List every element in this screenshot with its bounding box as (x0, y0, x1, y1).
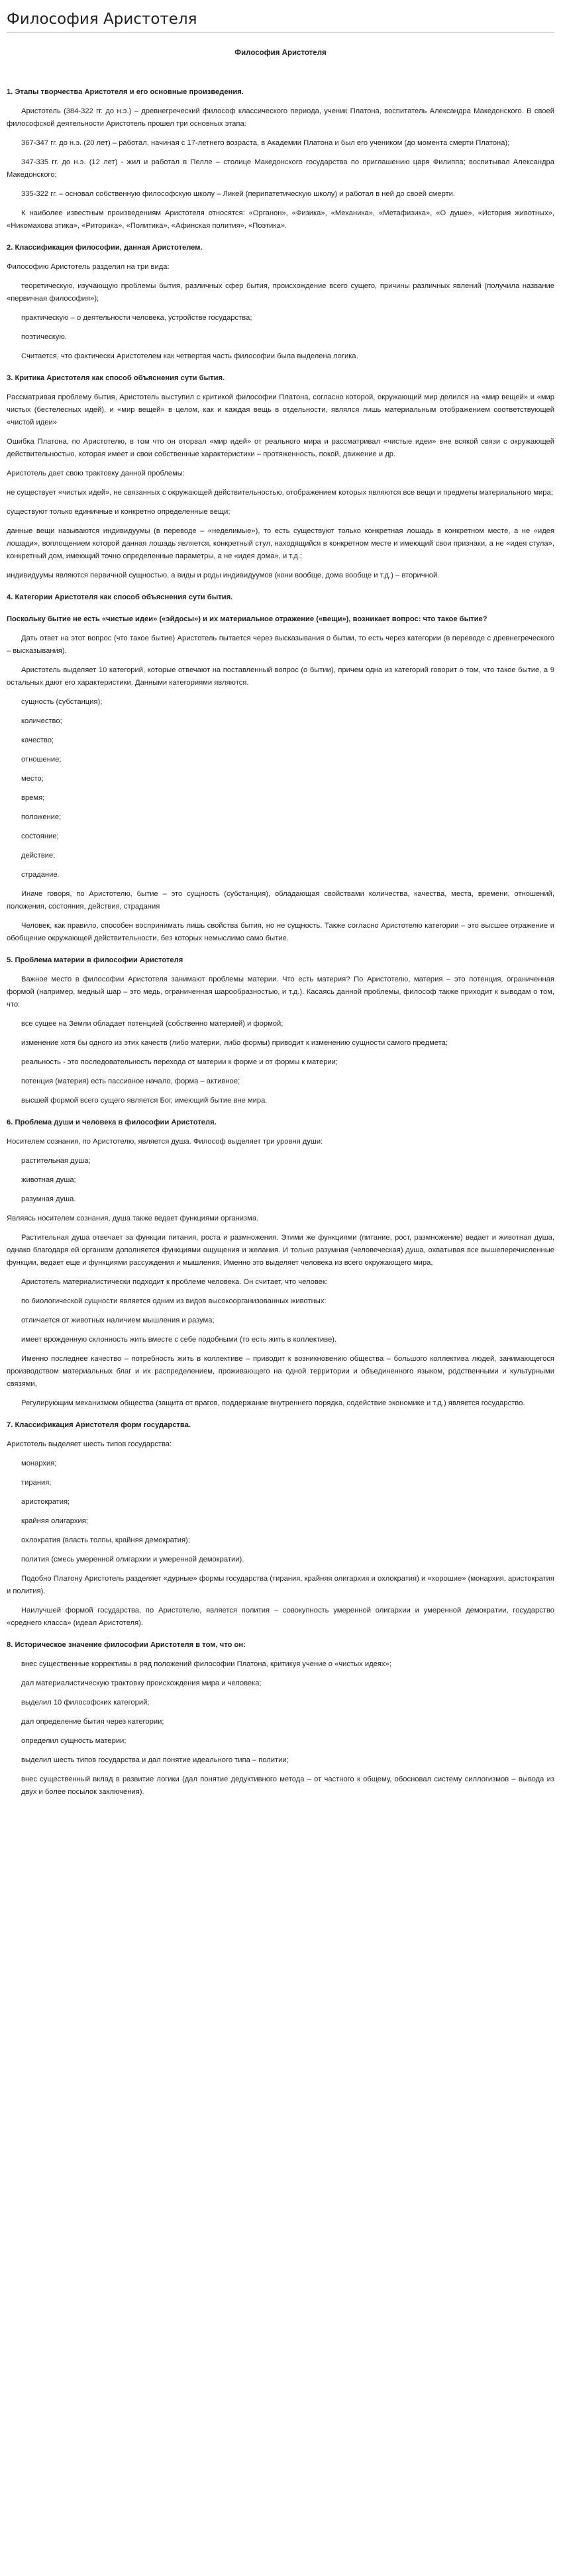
paragraph: охлократия (власть толпы, крайняя демократия); (21, 1536, 190, 1544)
paragraph: Носителем сознания, по Аристотелю, является душа. Философ выделяет три уровня души: (7, 1138, 323, 1146)
paragraph: определил сущность материи; (21, 1737, 127, 1745)
paragraph: Регулирующим механизмом общества (защита от врагов, поддержание внутреннего порядка, содействие экономике и т.д.) является государство. (21, 1399, 525, 1407)
paragraph: по биологической сущности является одним из видов высокоорганизованных животных: (21, 1297, 327, 1305)
section-heading: Поскольку бытие не есть «чистые идеи» («эйдосы») и их материальное отражение («вещи»), возникает вопрос: что такое бытие? (7, 615, 487, 623)
paragraph: Аристотель (384-322 гг. до н.э.) – древнегреческий философ классического периода, ученик Платона, воспитатель Александра Македонского. В своей философской деятельности Аристотель прошел три основных этапа: (7, 107, 554, 128)
paragraph: 367-347 гг. до н.э. (20 лет) – работал, начиная с 17-летнего возраста, в Академии Платона и был его учеником (до момента смерти Платона); (21, 139, 510, 147)
paragraph: положение; (21, 813, 62, 821)
document-title: Философия Аристотеля (234, 49, 327, 57)
paragraph: теоретическую, изучающую проблемы бытия, различных сфер бытия, происхождение всего сущего, причины различных явлений (получила название «первичная философия»); (7, 282, 554, 303)
paragraph: Важное место в философии Аристотеля занимают проблемы материи. Что есть материя? По Аристотелю, материя – это потенция, ограниченная формой (например, медный шар – это медь, ограниченная шарообразностью, и т.д.). Касаясь данной проблемы, философ также приходит к выводам о том, что: (7, 975, 554, 1009)
paragraph: выделил шесть типов государства и дал понятие идеального типа – политии; (21, 1756, 289, 1764)
paragraph: Аристотель выделяет 10 категорий, которые отвечают на поставленный вопрос (о бытии), причем одна из категорий говорит о том, что такое бытие, а 9 остальных дают его характеристики. Данными категориями являются. (7, 666, 554, 687)
document-body (7, 47, 554, 1799)
paragraph: монархия; (21, 1460, 57, 1467)
paragraph: состояние; (21, 832, 59, 840)
paragraph: выделил 10 философских категорий; (21, 1699, 150, 1707)
paragraph: действие; (21, 852, 56, 860)
paragraph: Аристотель выделяет шесть типов государства: (7, 1440, 172, 1448)
paragraph: индивидуумы являются первичной сущностью, а виды и роды индивидуумов (кони вообще, дома вообще и т.д.) – вторичной. (7, 571, 440, 579)
paragraph: имеет врожденную склонность жить вместе с себе подобными (то есть жить в коллективе). (21, 1336, 337, 1344)
paragraph: все сущее на Земли обладает потенцией (собственно материей) и формой; (21, 1020, 283, 1028)
paragraph: потенция (материя) есть пассивное начало, форма – активное; (21, 1077, 240, 1085)
paragraph: Являясь носителем сознания, душа также ведает функциями организма. (7, 1214, 259, 1222)
document-content (7, 86, 554, 1799)
paragraph: Считается, что фактически Аристотелем как четвертая часть философии была выделена логика. (21, 352, 358, 360)
paragraph: данные вещи называются индивидуумы (в переводе – «неделимые»), то есть существуют только конкретная лошадь в конкретном месте, а не «идея лошади», воплощением которой данная лошадь является, конкретный стул, находящийся в конкретном месте и имеющий свои признаки, а не «идея стула», конкретный дом, имеющий точно определенные параметры, а не «идея дома», и т.д.; (7, 527, 554, 560)
paragraph: внес существенный вклад в развитие логики (дал понятие дедуктивного метода – от частного к общему, обосновал систему силлогизмов – вывода из двух и более посылок заключения). (21, 1775, 554, 1796)
paragraph: Философию Аристотель разделил на три вида: (7, 263, 170, 271)
paragraph: поэтическую. (21, 333, 67, 341)
section-heading: 6. Проблема души и человека в философии Аристотеля. (7, 1118, 217, 1126)
section-heading: 2. Классификация философии, данная Аристотелем. (7, 244, 203, 252)
paragraph: Дать ответ на этот вопрос (что такое бытие) Аристотель пытается через высказывания о бытии, то есть через категории (в переводе с древнегреческого – высказывания). (7, 634, 554, 655)
section-heading: 3. Критика Аристотеля как способ объяснения сути бытия. (7, 374, 225, 382)
section-heading: 1. Этапы творчества Аристотеля и его основные произведения. (7, 88, 244, 96)
paragraph: Ошибка Платона, по Аристотелю, в том что он оторвал «мир идей» от реального мира и рассматривал «чистые идеи» вне всякой связи с окружающей действительностью, которая имеет и свои собственные характеристики – протяженность, покой, движение и др. (7, 438, 554, 458)
paragraph: внес существенные коррективы в ряд положений философии Платона, критикуя учение о «чистых идеях»; (21, 1660, 391, 1668)
paragraph: отношение; (21, 756, 62, 764)
paragraph: животная душа; (21, 1176, 76, 1184)
paragraph: тирания; (21, 1479, 52, 1487)
paragraph: 335-322 гг. – основал собственную философскую школу – Ликей (перипатетическую школу) и работал в ней до своей смерти. (21, 190, 456, 198)
paragraph: не существует «чистых идей», не связанных с окружающей действительностью, отображением которых являются все вещи и предметы материального мира; (7, 489, 553, 497)
paragraph: разумная душа. (21, 1195, 76, 1203)
paragraph: Человек, как правило, способен воспринимать лишь свойства бытия, но не сущность. Также согласно Аристотелю категории – это высшее отражение и обобщение окружающей действительности, без которых немыслимо само бытие. (7, 922, 554, 942)
paragraph: К наиболее известным произведениям Аристотеля относятся: «Органон», «Физика», «Механика», «Метафизика», «О душе», «История животных», «Никомахова этика», «Риторика», «Политика», «Афинская полития», «Поэтика». (7, 209, 554, 230)
section-heading: 8. Историческое значение философии Аристотеля в том, что он: (7, 1641, 246, 1649)
paragraph: реальность - это последовательность перехода от материи к форме и от формы к материи; (21, 1058, 338, 1066)
paragraph: страдание. (21, 871, 60, 879)
paragraph: изменение хотя бы одного из этих качеств (либо материи, либо формы) приводит к изменению сущности самого предмета; (21, 1039, 448, 1047)
paragraph: существуют только единичные и конкретно определенные вещи; (7, 508, 230, 516)
paragraph: аристократия; (21, 1498, 70, 1506)
paragraph: 347-335 гг. до н.э. (12 лет) - жил и работал в Пелле – столице Македонского государства по приглашению царя Филиппа; воспитывал Александра Македонского; (7, 158, 554, 179)
section-heading: 7. Классификация Аристотеля форм государства. (7, 1421, 191, 1429)
paragraph: Именно последнее качество – потребность жить в коллективе – приводит к возникновению общества – большого коллектива людей, занимающегося производством материальных благ и их распределением, проживающего на одной территории и объединенного языком, родственными и культурными связями, (7, 1355, 554, 1388)
paragraph: качество; (21, 736, 54, 744)
section-heading: 4. Категории Аристотеля как способ объяснения сути бытия. (7, 593, 233, 601)
paragraph: Иначе говоря, по Аристотелю, бытие – это сущность (субстанция), обладающая свойствами количества, качества, места, времени, отношений, положения, состояния, действия, страдания (7, 890, 554, 911)
paragraph: растительная душа; (21, 1157, 91, 1165)
paragraph: дал определение бытия через категории; (21, 1718, 164, 1726)
paragraph: время; (21, 794, 45, 802)
paragraph: Наилучшей формой государства, по Аристотелю, является полития – совокупность умеренной олигархии и умеренной демократии, государство «среднего класса» (идеал Аристотеля). (7, 1607, 554, 1627)
paragraph: дал материалистическую трактовку происхождения мира и человека; (21, 1679, 262, 1687)
section-heading: 5. Проблема материи в философии Аристотеля (7, 956, 183, 964)
paragraph: сущность (субстанция); (21, 698, 103, 706)
paragraph: крайняя олигархия; (21, 1517, 88, 1525)
paragraph: место; (21, 775, 44, 783)
paragraph: Рассматривая проблему бытия, Аристотель выступил с критикой философии Платона, согласно которой, окружающий мир делился на «мир вещей» и «мир чистых (бестелесных идей), и «мир вещей» в целом, как и каждая вещь в отдельности, являлся лишь материальным отображением соответствующей «чистой идеи» (7, 393, 554, 426)
page-title: Философия Аристотеля (7, 11, 197, 28)
paragraph: Растительная душа отвечает за функции питания, роста и размножения. Этими же функциями (питание, рост, размножение) ведает и животная душа, однако благодаря ей организм дополняется функциями ощущения и желания. И только разумная (человеческая) душа, охватывая все вышеперечисленные функции, ведает еще и функциями рассуждения и мышления. Именно это выделяет человека из всего окружающего мира, (7, 1234, 554, 1267)
paragraph: Подобно Платону Аристотель разделяет «дурные» формы государства (тирания, крайняя олигархия и охлократия) и «хорошие» (монархия, аристократия и полития). (7, 1575, 554, 1595)
paragraph: практическую – о деятельности человека, устройстве государства; (21, 314, 252, 322)
paragraph: высшей формой всего сущего является Бог, имеющий бытие вне мира. (21, 1097, 268, 1105)
paragraph: Аристотель материалистически подходит к проблеме человека. Он считает, что человек: (21, 1278, 328, 1286)
paragraph: Аристотель дает свою трактовку данной проблемы: (7, 470, 185, 477)
paragraph: отличается от животных наличием мышления и разума; (21, 1316, 215, 1324)
paragraph: количество; (21, 717, 62, 725)
paragraph: полития (смесь умеренной олигархии и умеренной демократии). (21, 1556, 244, 1563)
